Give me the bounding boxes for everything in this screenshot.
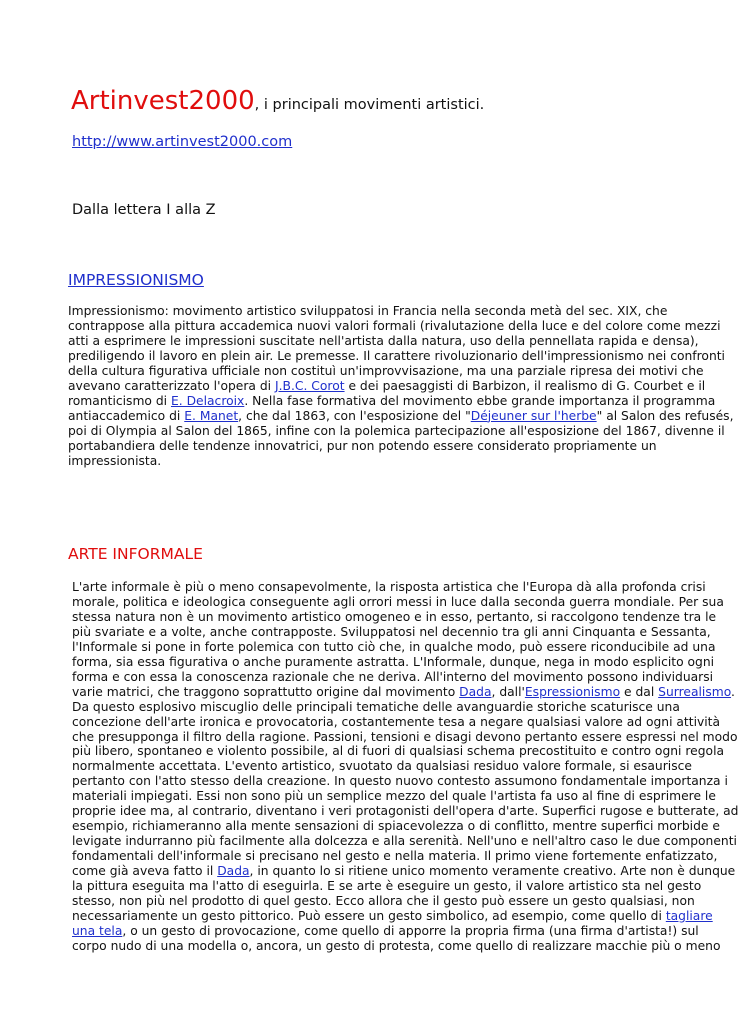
text-line: materiali impiegati. Essi non sono più un semplice mezzo del quale l'artista fa uso al fine di esprimere le: [72, 789, 716, 804]
text-segment: varie matrici, che traggono soprattutto origine dal movimento: [72, 684, 460, 699]
text-line: poi di Olympia al Salon del 1865, infine con la polemica partecipazione all'esposizione del 1867, divenne il: [68, 423, 725, 438]
link-manet[interactable]: E. Manet: [184, 408, 239, 423]
document-title: [71, 86, 484, 116]
text-line: [72, 908, 713, 924]
text-line: concezione dell'arte ironica e provocatoria, costantemente tesa a negare qualsiasi valore ad ogni attività: [72, 714, 721, 729]
text-line: [68, 408, 734, 424]
heading-arte-informale: ARTE INFORMALE: [68, 545, 203, 563]
text-line: levigate indurranno più facilmente alla dolcezza e alla serenità. Nell'uno e nell'altro caso le due componenti: [72, 834, 737, 849]
text-line: che presupponga il filtro della ragione. Passioni, tensioni e disagi devono pertanto essere espressi nel modo: [72, 729, 738, 744]
brand-name: Artinvest2000: [71, 86, 255, 116]
text-segment: , o un gesto di provocazione, come quello di apporre la propria firma (una firma d'artista!) sul: [122, 923, 699, 938]
text-line: della cultura figurativa ufficiale non costituì un'improvvisazione, ma una parziale ripresa dei motivi che: [68, 363, 704, 378]
heading-impressionismo-link[interactable]: IMPRESSIONISMO: [68, 271, 204, 289]
text-line: L'arte informale è più o meno consapevolmente, la risposta artistica che l'Europa dà alla profonda crisi: [72, 580, 706, 594]
arte-informale-paragraph: [72, 580, 738, 954]
text-line: pertanto con l'atto stesso della creazione. In questo nuovo contesto assumono fondamentale importanza i: [72, 774, 728, 789]
text-segment: .: [731, 684, 735, 699]
text-line: impressionista.: [68, 453, 162, 468]
text-line: Da questo esplosivo miscuglio delle principali tematiche delle avanguardie storiche scaturisce una: [72, 699, 680, 714]
text-line: fondamentali dell'informale si precisano nel gesto e nella materia. Il primo viene fortemente enfatizzato,: [72, 849, 718, 864]
text-line: stessa natura non è un movimento artistico omogeneo e in esso, pertanto, si raccolgono tendenze tra le: [72, 609, 717, 624]
text-line: esempio, richiameranno alla mente sensazioni di spiacevolezza o di conflitto, mentre superfici morbide e: [72, 819, 720, 834]
text-segment: antiaccademico di: [68, 408, 185, 423]
text-segment: e dal: [620, 684, 659, 699]
link-dejeuner-sur-lherbe[interactable]: Déjeuner sur l'herbe: [470, 408, 597, 423]
link-delacroix[interactable]: E. Delacroix: [170, 393, 245, 408]
site-url-link[interactable]: http://www.artinvest2000.com: [72, 134, 293, 150]
text-line: normalmente accettata. L'evento artistico, svuotato da qualsiasi residuo valore formale, si esaurisce: [72, 759, 692, 774]
text-segment: avevano caratterizzato l'opera di: [68, 378, 276, 393]
text-line: [68, 378, 706, 394]
text-line: più libero, spontaneo e violento possibile, al di fuori di qualsiasi schema precostituito e contro ogni regola: [72, 744, 725, 759]
text-line: proprie idee ma, al contrario, diventano i veri protagonisti dell'opera d'arte. Superfici rugose e butterate, ad: [72, 804, 738, 819]
text-segment: , che dal 1863, con l'esposizione del ": [238, 408, 471, 423]
impressionismo-paragraph: [68, 304, 734, 468]
link-dada-2[interactable]: Dada: [217, 864, 250, 879]
text-segment: romanticismo di: [68, 393, 171, 408]
text-line: la pittura eseguita ma l'atto di eseguirla. E se arte è eseguire un gesto, il valore artistico sta nel gesto: [72, 879, 702, 894]
text-line: più svariate e a volte, anche contrapposte. Sviluppatosi nel decennio tra gli anni Cinquanta e Sessanta,: [72, 624, 711, 639]
text-line: [68, 393, 716, 409]
link-tagliare-una-tela-cont[interactable]: una tela: [72, 923, 123, 938]
text-segment: necessariamente un gesto pittorico. Può essere un gesto simbolico, ad esempio, come quello di: [72, 908, 666, 923]
text-line: morale, politica e ideologica conseguente agli orrori messi in luce dalla seconda guerra mondiale. Per sua: [72, 594, 724, 609]
text-line: corpo nudo di una modella o, ancora, un gesto di protesta, come quello di realizzare macchie più o meno: [72, 938, 721, 953]
link-espressionismo[interactable]: Espressionismo: [524, 684, 621, 699]
text-segment: , in quanto lo si ritiene unico momento veramente creativo. Arte non è dunque: [249, 864, 736, 879]
link-dada[interactable]: Dada: [459, 684, 492, 699]
link-surrealismo[interactable]: Surrealismo: [658, 684, 732, 699]
text-line: [72, 923, 699, 939]
text-line: atti a esprimere le impressioni suscitate nell'artista dalla natura, uso della pennellata rapida e densa),: [68, 333, 699, 348]
text-line: l'Informale si pone in forte polemica con tutto ciò che, in qualche modo, può essere riconducibile ad una: [72, 639, 716, 654]
text-segment: . Nella fase formativa del movimento ebbe grande importanza il programma: [244, 393, 716, 408]
text-segment: e dei paesaggisti di Barbizon, il realismo di G. Courbet e il: [344, 378, 706, 393]
title-subtitle: , i principali movimenti artistici.: [254, 97, 485, 113]
text-segment: come già aveva fatto il: [72, 864, 218, 879]
text-line: contrappose alla pittura accademica nuovi valori formali (rivalutazione della luce e del colore come mezzi: [68, 318, 721, 333]
link-corot[interactable]: J.B.C. Corot: [275, 378, 345, 393]
text-line: Impressionismo: movimento artistico sviluppatosi in Francia nella seconda metà del sec. XIX, che: [68, 304, 668, 318]
text-segment: , dall': [491, 684, 525, 699]
text-line: portabandiera delle tendenze innovatrici, pur non potendo essere considerato propriamente un: [68, 438, 657, 453]
text-line: [72, 684, 735, 700]
text-line: forma, sia essa figurativa o anche puramente astratta. L'Informale, dunque, nega in modo esplicito ogni: [72, 654, 715, 669]
text-segment: " al Salon des refusés,: [596, 408, 734, 423]
text-line: stesso, non più nel prodotto di quel gesto. Ecco allora che il gesto può essere un gesto qualsiasi, non: [72, 894, 695, 909]
letter-range-label: Dalla lettera I alla Z: [72, 202, 216, 218]
link-tagliare-una-tela[interactable]: tagliare: [665, 908, 713, 923]
text-line: forma e con essa la conoscenza razionale che ne deriva. All'interno del movimento possono individuarsi: [72, 669, 714, 684]
text-line: prediligendo il lavoro en plein air. Le premesse. Il carattere rivoluzionario dell'impressionismo nei confronti: [68, 348, 725, 363]
text-line: [72, 864, 736, 879]
